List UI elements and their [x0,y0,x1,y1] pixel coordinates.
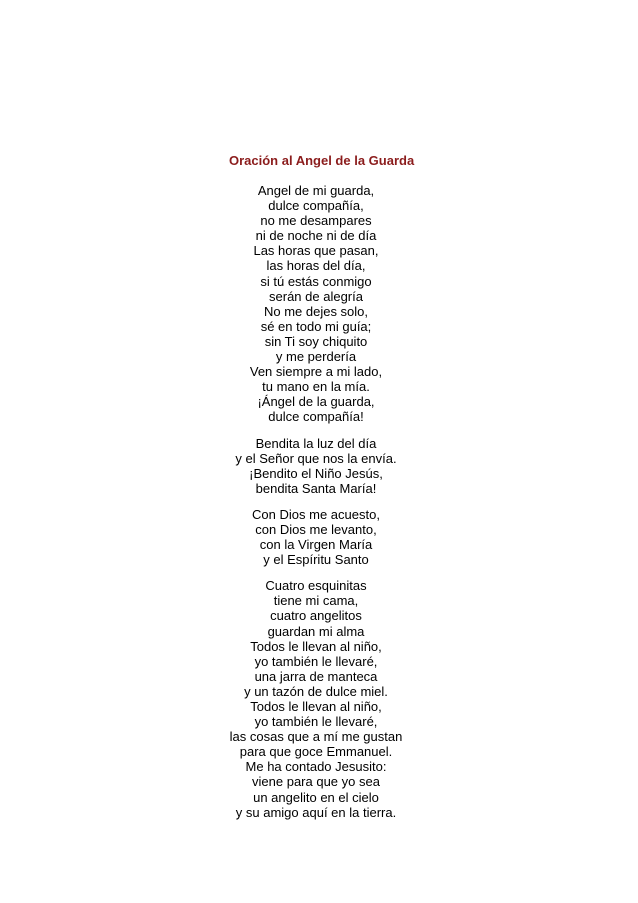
poem-line: una jarra de manteca [254,668,378,684]
poem-line: y un tazón de dulce miel. [244,683,388,699]
poem-line: las cosas que a mí me gustan [229,729,403,745]
poem-line: sin Ti soy chiquito [264,333,368,349]
poem-body [196,183,436,831]
poem-line: con la Virgen María [259,537,373,553]
poem-line: Con Dios me acuesto, [252,506,380,522]
poem-line: y su amigo aquí en la tierra. [235,804,397,820]
poem-line: no me desampares [260,213,372,229]
poem-line: si tú estás conmigo [260,273,372,289]
poem-line: cuatro angelitos [270,608,362,624]
poem-line: Cuatro esquinitas [265,578,367,594]
poem-line: para que goce Emmanuel. [239,744,393,760]
poem-line: yo también le llevaré, [254,653,378,669]
poem-line: Las horas que pasan, [253,243,379,259]
poem-line: tiene mi cama, [273,593,359,609]
stanza [196,183,436,425]
poem-line: dulce compañía! [268,409,364,425]
poem-line: Todos le llevan al niño, [250,638,382,654]
poem-line: dulce compañía, [268,198,364,214]
poem-line: sé en todo mi guía; [260,318,372,334]
poem-line: serán de alegría [269,288,363,304]
stanza [196,436,436,496]
poem-line: bendita Santa María! [255,480,377,496]
poem-line: Ven siempre a mi lado, [249,364,383,380]
poem-line: ¡Ángel de la guarda, [257,394,375,410]
poem-line: viene para que yo sea [252,774,380,790]
poem-line: No me dejes solo, [263,303,369,319]
poem-line: tu mano en la mía. [262,379,370,395]
poem-line: y me perdería [275,349,357,365]
poem-line: Angel de mi guarda, [257,183,375,198]
poem-line: Todos le llevan al niño, [250,699,382,714]
poem-line: con Dios me levanto, [255,521,377,537]
poem-line: y el Espíritu Santo [263,552,369,568]
stanza [196,507,436,567]
poem-line: las horas del día, [266,258,366,274]
poem-line: guardan mi alma [267,623,365,639]
poem-line: un angelito en el cielo [253,789,379,805]
poem-line: Me ha contado Jesusito: [245,759,387,775]
document-title: Oración al Angel de la Guarda [229,153,415,168]
poem-line: ni de noche ni de día [255,228,377,244]
poem-line: Bendita la luz del día [255,435,377,451]
stanza [196,578,436,820]
poem-line: yo también le llevaré, [254,714,378,730]
poem-line: ¡Bendito el Niño Jesús, [249,465,383,481]
poem-line: y el Señor que nos la envía. [235,450,397,466]
